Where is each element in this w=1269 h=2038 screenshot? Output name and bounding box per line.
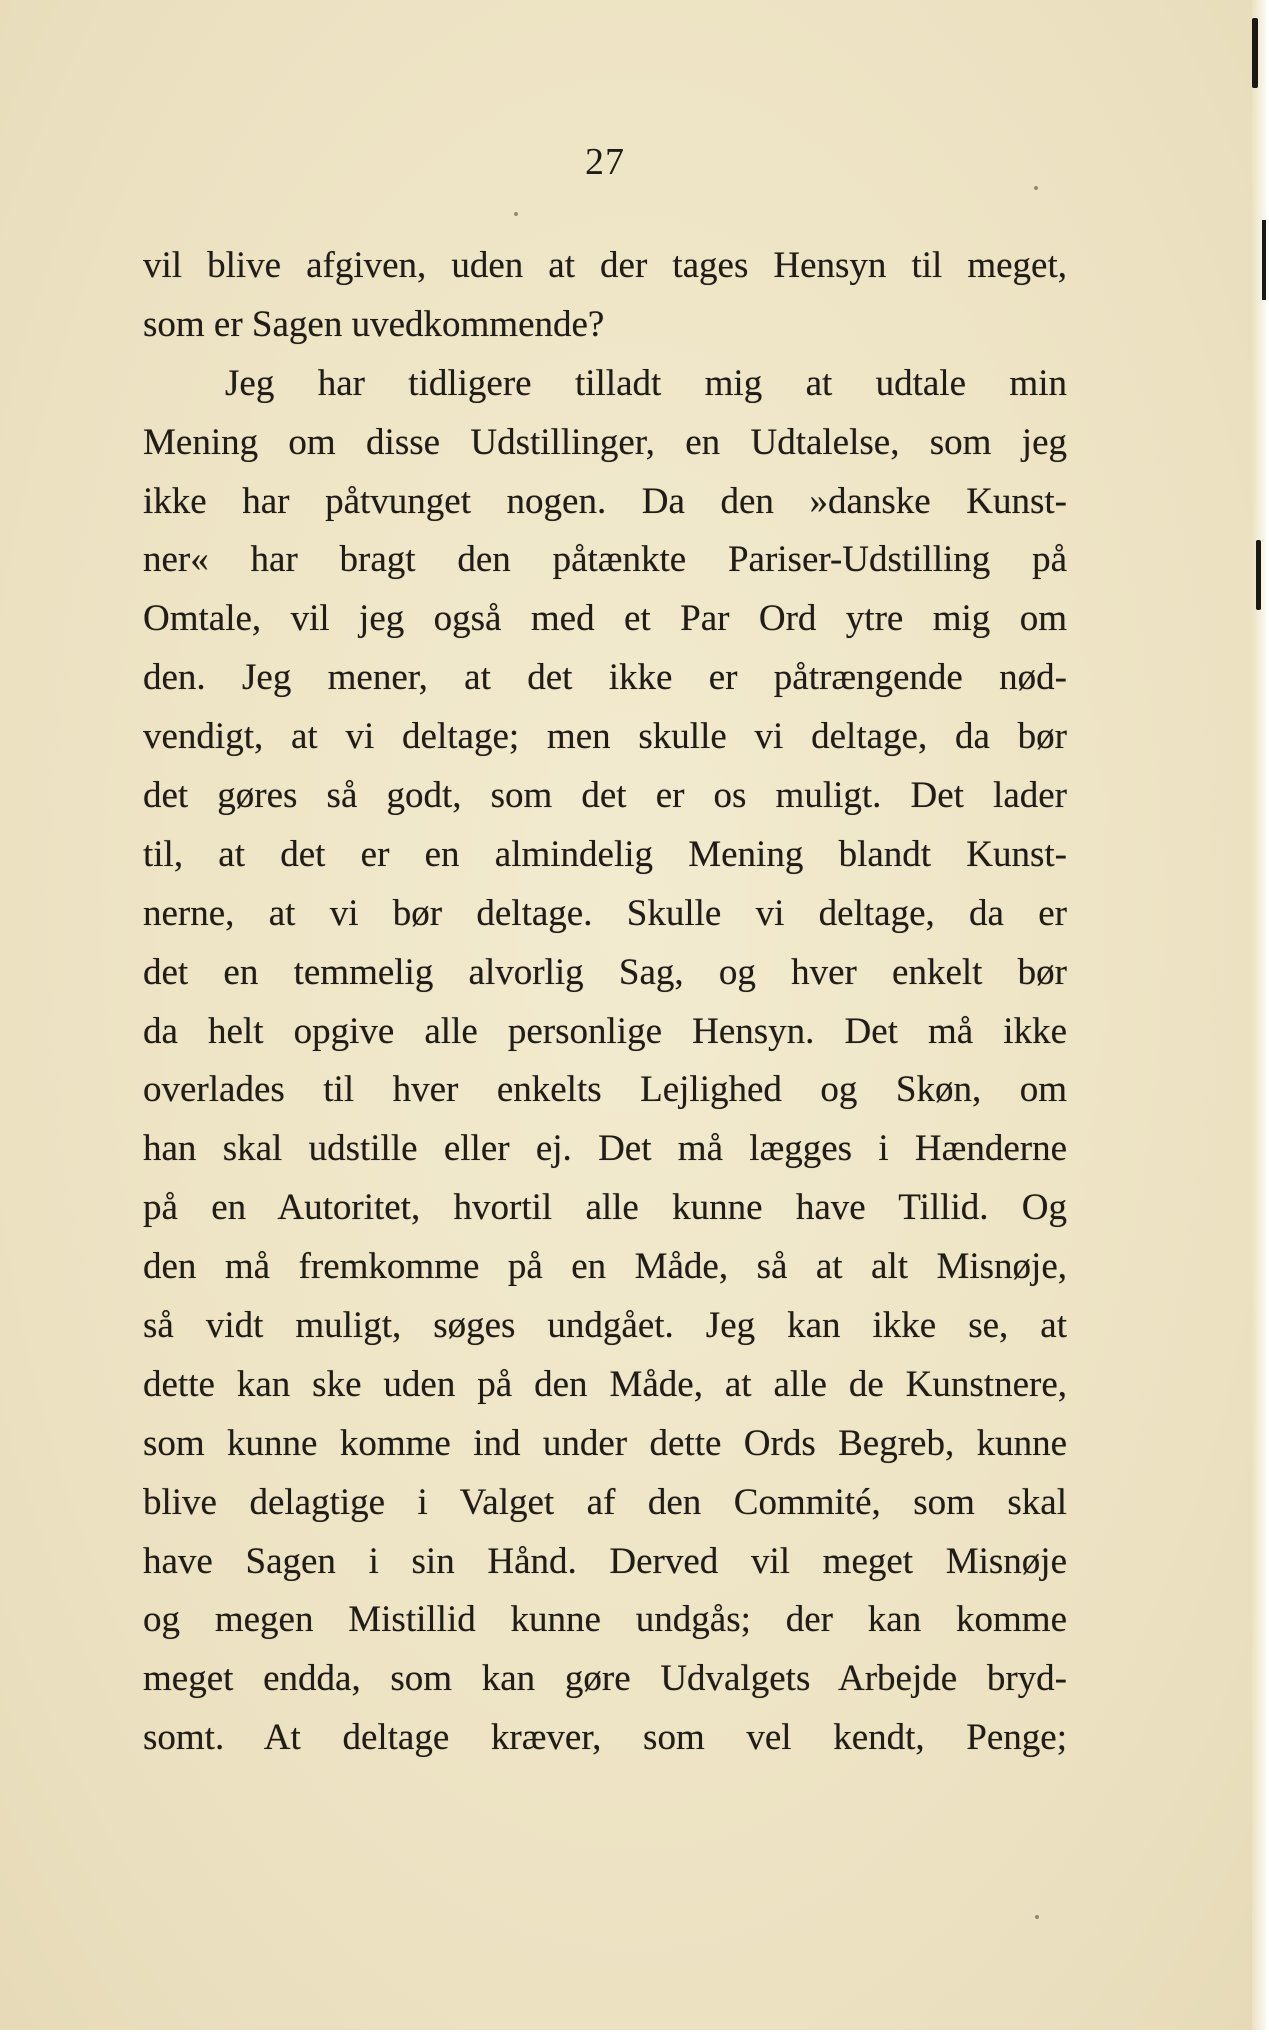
text-line: ner« har bragt den påtænkte Pariser-Udstilling på (143, 539, 1067, 581)
scan-edge-mark (1252, 18, 1258, 88)
text-line: overlades til hver enkelts Lejlighed og Skøn, om (143, 1069, 1067, 1111)
text-line: da helt opgive alle personlige Hensyn. Det må ikke (143, 1010, 1067, 1052)
scan-margin (0, 2030, 1269, 2038)
text-line: den. Jeg mener, at det ikke er påtrængende nød- (143, 657, 1067, 699)
paper-speck (514, 212, 518, 216)
scan-edge-mark (1262, 220, 1266, 300)
paper-speck (1035, 1915, 1039, 1919)
text-line: blive delagtige i Valget af den Commité, som skal (143, 1481, 1067, 1523)
text-line: han skal udstille eller ej. Det må lægges i Hænderne (143, 1128, 1067, 1170)
text-line: dette kan ske uden på den Måde, at alle de Kunstnere, (143, 1363, 1067, 1405)
paper-speck (1034, 186, 1038, 190)
text-line: have Sagen i sin Hånd. Derved vil meget Misnøje (143, 1540, 1067, 1582)
text-line: som er Sagen uvedkommende? (143, 303, 605, 345)
text-line: somt. At deltage kræver, som vel kendt, Penge; (143, 1717, 1067, 1759)
text-line: og megen Mistillid kunne undgås; der kan komme (143, 1599, 1067, 1641)
text-line: vendigt, at vi deltage; men skulle vi deltage, da bør (143, 716, 1067, 758)
text-line: som kunne komme ind under dette Ords Begreb, kunne (143, 1422, 1067, 1464)
text-line: vil blive afgiven, uden at der tages Hensyn til meget, (143, 245, 1067, 286)
page-body-text (143, 237, 1067, 1768)
text-line: nerne, at vi bør deltage. Skulle vi deltage, da er (143, 892, 1067, 934)
text-line: meget endda, som kan gøre Udvalgets Arbejde bryd- (143, 1658, 1067, 1700)
scan-edge-mark (1256, 540, 1261, 610)
text-line: ikke har påtvunget nogen. Da den »danske Kunst- (143, 480, 1067, 522)
text-line: det en temmelig alvorlig Sag, og hver enkelt bør (143, 951, 1067, 993)
page-number: 27 (585, 141, 625, 183)
text-line: til, at det er en almindelig Mening blandt Kunst- (143, 833, 1067, 875)
text-line: Omtale, vil jeg også med et Par Ord ytre mig om (143, 598, 1067, 640)
text-line: den må fremkomme på en Måde, så at alt Misnøje, (143, 1246, 1067, 1288)
text-line: det gøres så godt, som det er os muligt. Det lader (143, 775, 1067, 817)
text-line: så vidt muligt, søges undgået. Jeg kan ikke se, at (143, 1305, 1067, 1347)
text-line: Mening om disse Udstillinger, en Udtalelse, som jeg (143, 421, 1067, 463)
page-edge-shadow (1252, 0, 1266, 2030)
text-line: Jeg har tidligere tilladt mig at udtale min (225, 362, 1067, 404)
text-line: på en Autoritet, hvortil alle kunne have Tillid. Og (143, 1187, 1067, 1229)
